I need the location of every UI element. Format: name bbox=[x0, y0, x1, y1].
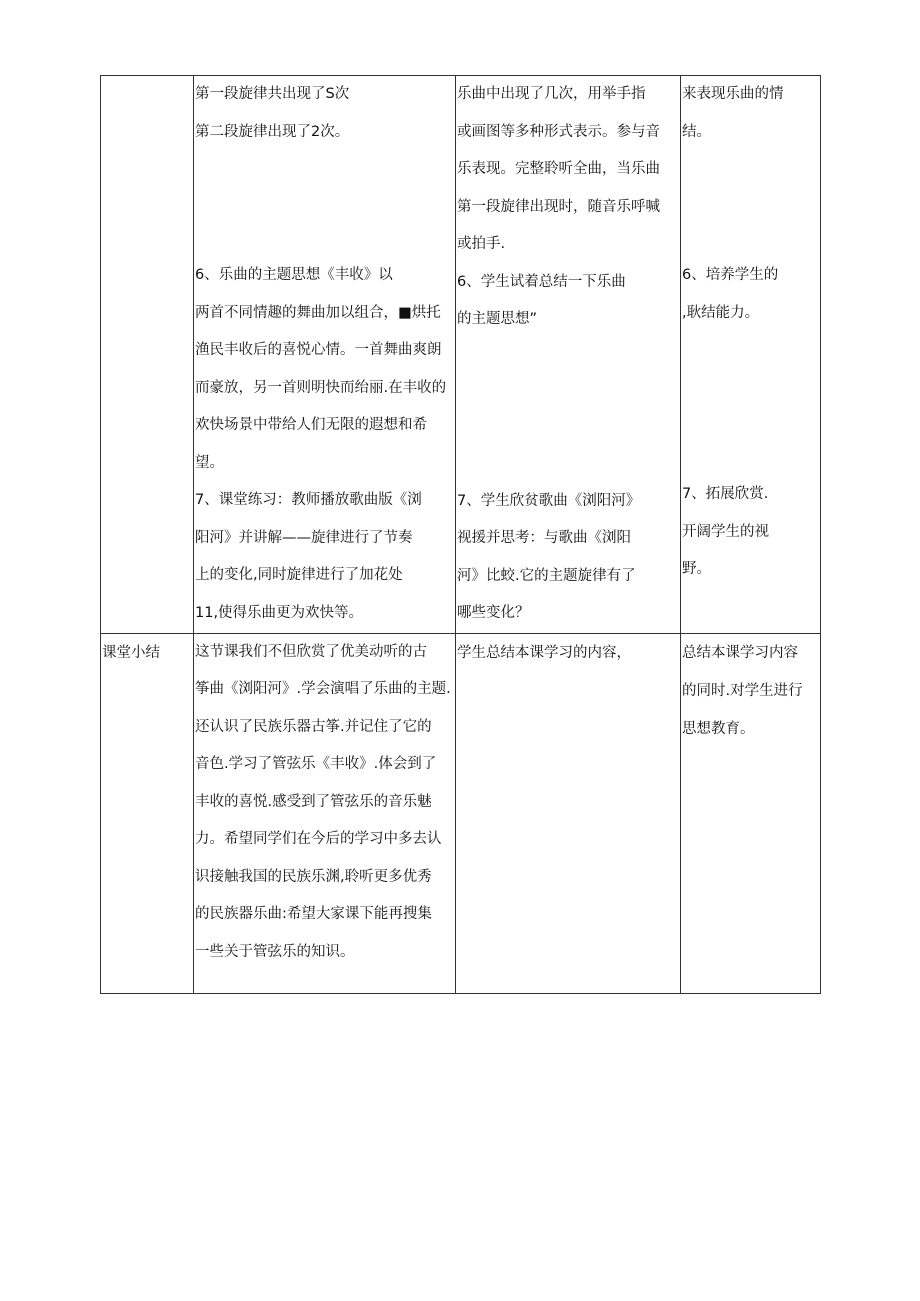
teaching-content-cell bbox=[194, 76, 456, 634]
section-label-cell bbox=[101, 76, 194, 634]
text-line: 乐表现。完整聆听全曲，当乐曲 bbox=[457, 161, 660, 177]
text-line: 11,使得乐曲更为欢快等。 bbox=[195, 604, 364, 621]
text-line: 阳河》并讲解——旋律进行了节奏 bbox=[195, 529, 413, 546]
lesson-plan-table bbox=[100, 75, 821, 994]
text-line: ,耿结能力。 bbox=[682, 304, 760, 321]
text-line: 的同时.对学生进行 bbox=[682, 682, 803, 699]
text-line: 上的变化,同时旋律进行了加花处 bbox=[195, 567, 403, 583]
text-line: 力。希望同学们在今后的学习中多去认 bbox=[195, 831, 442, 847]
text-line: 而豪放，另一首则明快而绐丽.在丰收的 bbox=[195, 379, 447, 396]
text-line: 河》比蛟.它的主题旋律有了 bbox=[457, 567, 636, 584]
text-line: 7、拓展欣赏. bbox=[682, 486, 769, 502]
text-line: 视援并思考：与歌曲《浏阳 bbox=[457, 530, 631, 546]
table-row bbox=[101, 633, 821, 993]
text-line: 或拍手. bbox=[457, 236, 506, 252]
text-line: 的民族器乐曲:希望大家课下能再搜集 bbox=[195, 906, 432, 922]
teaching-content-cell bbox=[194, 633, 456, 993]
text-line: 音色.学习了管弦乐《丰收》.体会到了 bbox=[195, 756, 437, 772]
text-line: 结。 bbox=[682, 123, 711, 140]
text-line: 乐曲中出现了几次，用举手指 bbox=[457, 86, 646, 102]
text-line: 来表现乐曲的情 bbox=[682, 86, 784, 102]
text-line: 6、乐曲的主题思想《丰收》以 bbox=[195, 267, 393, 283]
text-line: 6、培养学生的 bbox=[682, 267, 779, 283]
student-activity-cell bbox=[456, 633, 681, 993]
text-line: 识接触我国的民族乐渊,聆听更多优秀 bbox=[195, 868, 432, 885]
table-row bbox=[101, 76, 821, 634]
text-line: 两首不同情趣的舞曲加以组合，■烘托 bbox=[195, 304, 441, 321]
text-line: 野。 bbox=[682, 561, 711, 577]
text-line: 学生总结本课学习的内容， bbox=[457, 644, 631, 661]
text-line: 哪些变化？ bbox=[457, 605, 530, 621]
text-line: 一些关于管弦乐的知识。 bbox=[195, 943, 355, 960]
student-activity-cell bbox=[456, 76, 681, 634]
text-line: 欢快场景中带给人们无限的遐想和希 bbox=[195, 417, 427, 433]
section-label-cell bbox=[101, 633, 194, 993]
text-line: 开阔学生的视 bbox=[682, 523, 769, 540]
text-line: 第一段旋律共出现了S次 bbox=[195, 86, 350, 102]
text-line: 第一段旋律出现时，随音乐呼喊 bbox=[457, 198, 660, 215]
design-purpose-cell bbox=[681, 633, 821, 993]
text-line: 思想教育。 bbox=[682, 720, 755, 737]
text-line: 或画图等多种形式表示。参与音 bbox=[457, 123, 660, 140]
text-line: 渔民丰收后的喜悦心情。一首舞曲爽朗 bbox=[195, 342, 442, 358]
text-line: 丰收的喜悦.感受到了管弦乐的音乐魅 bbox=[195, 793, 432, 810]
text-line: 第二段旋律出现了2次。 bbox=[195, 123, 350, 140]
text-line: 总结本课学习内容 bbox=[682, 644, 798, 661]
text-line: 这节课我们不但欣赏了优美动听的古 bbox=[195, 643, 427, 660]
text-line: 6、学生试着总结一下乐曲 bbox=[457, 273, 626, 290]
design-purpose-cell bbox=[681, 76, 821, 634]
text-line: 望。 bbox=[195, 454, 224, 471]
text-line: 还认识了民族乐器古筝.并记住了它的 bbox=[195, 718, 432, 735]
section-label: 课堂小结 bbox=[102, 644, 160, 661]
text-line: 7、课堂练习：教师播放歌曲版《浏 bbox=[195, 492, 422, 508]
text-line: 的主题思想” bbox=[457, 311, 538, 327]
text-line: 7、学生欣贫歌曲《浏阳河》 bbox=[457, 492, 641, 509]
text-line: 筝曲《浏阳河》.学会演唱了乐曲的主题. bbox=[195, 681, 451, 697]
